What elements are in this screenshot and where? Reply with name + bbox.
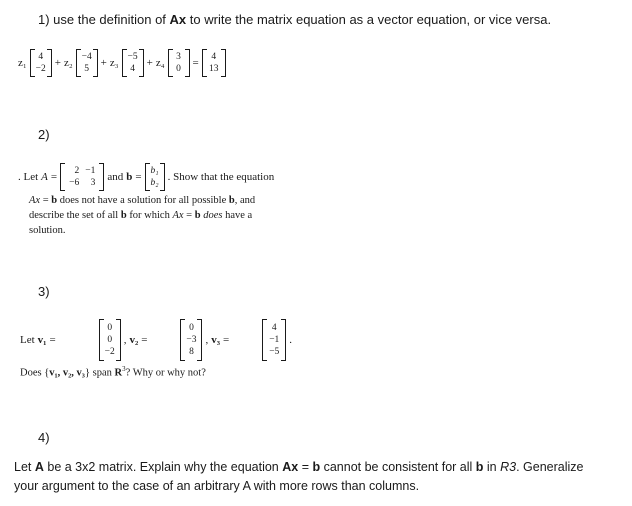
and-text: and xyxy=(107,171,124,183)
vector-4 xyxy=(168,49,190,77)
q4-text: your argument to the case of an arbitrary A with more rows than columns. xyxy=(14,479,420,493)
q2-line1 xyxy=(18,162,274,192)
q2-text: b xyxy=(228,195,235,206)
matrix-A-entry: −1 xyxy=(85,166,96,176)
period: . xyxy=(289,334,293,346)
v3-entry: −1 xyxy=(269,335,280,345)
vector-v3 xyxy=(262,319,286,361)
q3-text: Does { xyxy=(20,367,50,379)
vector-v1 xyxy=(99,319,121,361)
vector-2 xyxy=(76,49,98,77)
equals-sign: = xyxy=(49,334,56,346)
q2-text: does xyxy=(200,210,223,221)
q3-text: v₁, v₂, v₃ xyxy=(49,367,85,379)
q2-text: b xyxy=(51,195,58,206)
vector-1-entry: 4 xyxy=(38,52,44,62)
q2-text: does not have a solution for all possible xyxy=(57,195,229,206)
matrix-A-entry: 3 xyxy=(90,178,96,188)
q4-text: Ax xyxy=(282,460,299,474)
v3-label: v₃ xyxy=(211,334,221,346)
q1-equation xyxy=(18,46,226,80)
q2-text: solution. xyxy=(29,225,66,236)
q4-text: in xyxy=(483,460,501,474)
q4-text: be a 3x2 matrix. Explain why the equation xyxy=(43,460,283,474)
comma: , xyxy=(123,334,127,346)
equals-sign: = xyxy=(223,334,230,346)
matrix-A-entry: 2 xyxy=(74,166,80,176)
vector-b xyxy=(145,163,165,191)
rhs-vector xyxy=(202,49,226,77)
q4-text: cannot be consistent for all xyxy=(320,460,476,474)
rhs-entry: 4 xyxy=(211,52,217,62)
q2-text: = xyxy=(183,210,195,221)
rhs-entry: 13 xyxy=(209,64,219,74)
q4-text: b xyxy=(475,460,484,474)
vector-2-entry: 5 xyxy=(84,64,90,74)
q4-text: Let xyxy=(14,460,35,474)
matrix-A-label: A xyxy=(41,171,48,183)
vector-3-entry: −5 xyxy=(127,52,138,62)
matrix-A-entry: −6 xyxy=(69,178,80,188)
q2-lead: . Let xyxy=(18,171,39,183)
q2-text: describe the set of all xyxy=(29,210,121,221)
q2-tail: . Show that the equation xyxy=(167,171,275,183)
vector-4-entry: 0 xyxy=(176,64,181,74)
q2-text: Ax xyxy=(172,210,184,221)
comma: , xyxy=(205,334,209,346)
plus-sign: + xyxy=(100,57,107,69)
vector-v2 xyxy=(180,319,202,361)
q1-heading-text: 1) use the definition of xyxy=(38,12,170,27)
q4-paragraph xyxy=(14,458,583,496)
q2-text: b xyxy=(120,210,127,221)
q2-number: 2) xyxy=(38,127,50,142)
q3-text: R xyxy=(114,367,123,379)
q2-paragraph xyxy=(29,193,319,238)
v3-entry: −5 xyxy=(269,347,280,357)
coef-z4: z₄ xyxy=(155,57,165,69)
coef-z3: z₃ xyxy=(109,57,119,69)
q2-text: , and xyxy=(234,195,256,206)
q3-question xyxy=(20,365,206,379)
q3-number: 3) xyxy=(38,284,50,299)
q4-text: = xyxy=(298,460,313,474)
v2-label: v₂ xyxy=(129,334,139,346)
q3-text: ? Why or why not? xyxy=(125,367,206,379)
q1-heading-tail: to write the matrix equation as a vector equation, or vice versa. xyxy=(186,12,552,27)
vector-4-entry: 3 xyxy=(176,52,181,62)
q3-vectors xyxy=(20,317,292,363)
equals-sign: = xyxy=(135,171,142,183)
v1-label: v₁ xyxy=(37,334,47,346)
v1-entry: 0 xyxy=(107,335,113,345)
q3-text: 3 xyxy=(122,365,126,373)
q2-text: have a xyxy=(222,210,253,221)
vector-1-entry: −2 xyxy=(35,64,46,74)
q1-heading xyxy=(38,12,551,27)
let-text: Let xyxy=(20,334,35,346)
v2-entry: −3 xyxy=(186,335,197,345)
vector-3-entry: 4 xyxy=(130,64,135,74)
q4-number: 4) xyxy=(38,430,50,445)
q2-text: for which xyxy=(126,210,173,221)
vector-3 xyxy=(122,49,144,77)
vector-1 xyxy=(30,49,52,77)
q2-text: b xyxy=(194,210,201,221)
plus-sign: + xyxy=(146,57,153,69)
matrix-A xyxy=(60,163,104,191)
q4-text: R3 xyxy=(500,460,517,474)
q4-text: b xyxy=(312,460,321,474)
v3-entry: 4 xyxy=(271,323,277,333)
equals-sign: = xyxy=(50,171,58,183)
plus-sign: + xyxy=(54,57,61,69)
coef-z2: z₂ xyxy=(63,57,73,69)
coef-z1: z₁ xyxy=(18,57,27,69)
q1-heading-bold: Ax xyxy=(169,12,187,27)
equals-sign: = xyxy=(192,57,199,69)
vector-b-entry: b₁ xyxy=(150,166,159,176)
q3-text: } span xyxy=(84,367,115,379)
q2-text: Ax xyxy=(29,195,41,206)
q4-text: A xyxy=(34,460,44,474)
v2-entry: 0 xyxy=(189,323,194,333)
v2-entry: 8 xyxy=(189,347,194,357)
q4-text: . Generalize xyxy=(516,460,584,474)
v1-entry: −2 xyxy=(104,347,115,357)
q2-text: = xyxy=(40,195,52,206)
vector-b-label: b xyxy=(126,171,133,183)
vector-b-entry: b₂ xyxy=(150,178,159,188)
equals-sign: = xyxy=(141,334,148,346)
v1-entry: 0 xyxy=(107,323,113,333)
vector-2-entry: −4 xyxy=(81,52,92,62)
